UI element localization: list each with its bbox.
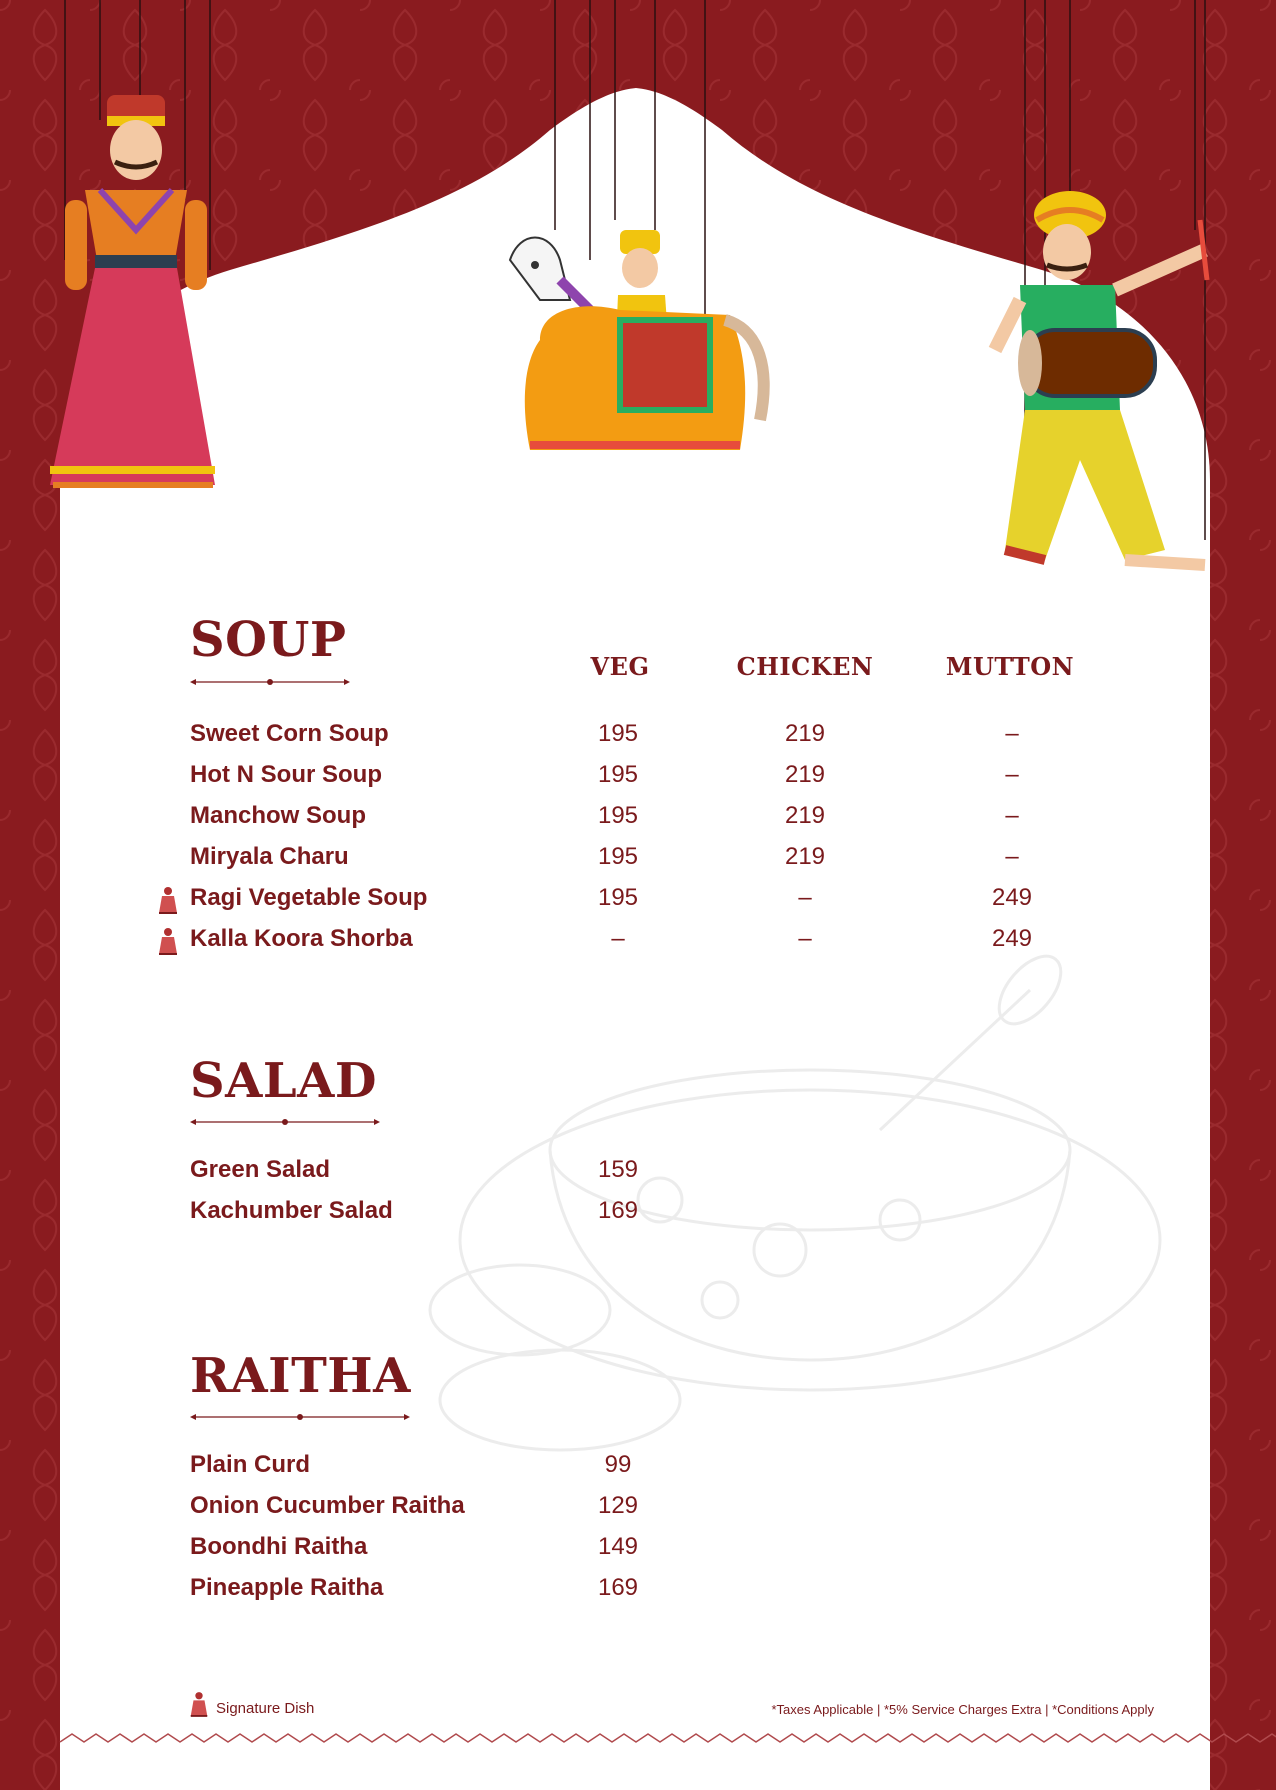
salad-divider (190, 1116, 380, 1128)
puppet-horse-rider-icon (500, 220, 780, 500)
item-name: Green Salad (190, 1156, 331, 1183)
veg-price: 195 (597, 843, 639, 870)
signature-dish-icon (188, 1690, 210, 1718)
mutton-price: – (1005, 843, 1019, 870)
item-price: 169 (597, 1574, 639, 1601)
menu-row (0, 925, 1276, 965)
menu-row (0, 1197, 1276, 1237)
mutton-price: – (1005, 761, 1019, 788)
veg-price: 195 (597, 761, 639, 788)
item-name: Miryala Charu (190, 843, 349, 870)
item-name: Manchow Soup (190, 802, 366, 829)
chicken-price: 219 (784, 720, 826, 747)
puppet-drummer-icon (985, 190, 1230, 590)
raitha-divider (190, 1411, 410, 1423)
item-name: Boondhi Raitha (190, 1533, 368, 1560)
item-price: 159 (597, 1156, 639, 1183)
menu-row (0, 1492, 1276, 1532)
veg-price: – (611, 925, 625, 952)
menu-row (0, 1533, 1276, 1573)
column-header-chicken: CHICKEN (736, 652, 874, 681)
menu-row (0, 761, 1276, 801)
chicken-price: 219 (784, 843, 826, 870)
item-price: 99 (604, 1451, 632, 1478)
chicken-price: – (798, 925, 812, 952)
chicken-price: – (798, 884, 812, 911)
item-name: Plain Curd (190, 1451, 311, 1478)
mutton-price: – (1005, 802, 1019, 829)
signature-dish-icon (156, 927, 180, 955)
menu-row (0, 802, 1276, 842)
raitha-title: RAITHA (190, 1348, 411, 1404)
item-name: Kalla Koora Shorba (190, 925, 413, 952)
chicken-price: 219 (784, 761, 826, 788)
menu-row (0, 1451, 1276, 1491)
item-name: Hot N Sour Soup (190, 761, 382, 788)
soup-title: SOUP (190, 612, 347, 668)
item-name: Pineapple Raitha (190, 1574, 384, 1601)
menu-row (0, 884, 1276, 924)
mutton-price: – (1005, 720, 1019, 747)
column-header-mutton: MUTTON (945, 652, 1075, 681)
mutton-price: 249 (991, 925, 1033, 952)
signature-dish-legend: Signature Dish (216, 1700, 315, 1717)
column-header-veg: VEG (590, 652, 650, 681)
item-price: 169 (597, 1197, 639, 1224)
veg-price: 195 (597, 884, 639, 911)
footer-notes: *Taxes Applicable | *5% Service Charges Extra | *Conditions Apply (771, 1702, 1154, 1717)
puppet-woman-icon (45, 90, 235, 500)
item-name: Onion Cucumber Raitha (190, 1492, 465, 1519)
menu-row (0, 1156, 1276, 1196)
item-price: 149 (597, 1533, 639, 1560)
signature-dish-icon (156, 886, 180, 914)
item-name: Sweet Corn Soup (190, 720, 389, 747)
veg-price: 195 (597, 720, 639, 747)
salad-title: SALAD (190, 1053, 378, 1109)
item-name: Ragi Vegetable Soup (190, 884, 428, 911)
item-name: Kachumber Salad (190, 1197, 393, 1224)
item-price: 129 (597, 1492, 639, 1519)
chicken-price: 219 (784, 802, 826, 829)
menu-row (0, 720, 1276, 760)
mutton-price: 249 (991, 884, 1033, 911)
soup-divider (190, 676, 350, 688)
menu-row (0, 843, 1276, 883)
menu-row (0, 1574, 1276, 1614)
veg-price: 195 (597, 802, 639, 829)
